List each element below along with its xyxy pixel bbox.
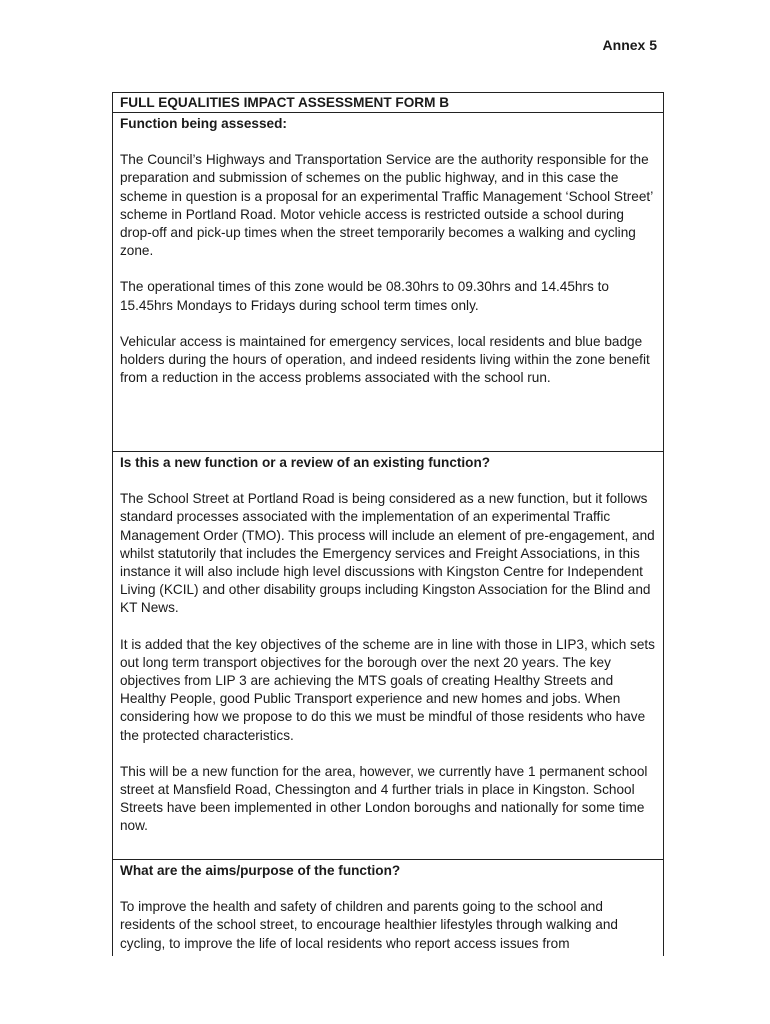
section-aims-purpose <box>113 860 663 956</box>
paragraph: This will be a new function for the area, however, we currently have 1 permanent school street at Mansfield Road, Chessington and 4 further trials in place in Kingston. School Streets have been implemented in other London boroughs and nationally for some time now. <box>120 763 648 834</box>
assessment-form <box>112 92 664 956</box>
paragraph: To improve the health and safety of children and parents going to the school and residents of the school street, to encourage healthier lifestyles through walking and cycling, to improve the life of local residents who report access issues from <box>120 899 618 951</box>
paragraph: Vehicular access is maintained for emergency services, local residents and blue badge holders during the hours of operation, and indeed residents living within the zone benefit from a reduction in the access problems associated with the school run. <box>120 333 650 386</box>
form-title: FULL EQUALITIES IMPACT ASSESSMENT FORM B <box>113 93 663 113</box>
section-function-assessed <box>113 113 663 452</box>
paragraph: The School Street at Portland Road is being considered as a new function, but it follows standard processes associated with the implementation of an experimental Traffic Management Order (TMO). This process will include an element of pre-engagement, and whilst statutorily that includes the Emergency services and Freight Associations, in this instance it will also include high level discussions with Kingston Centre for Independent Living (KCIL) and other disability groups including Kingston Association for the Blind and KT News. <box>120 491 655 616</box>
section-heading: Function being assessed: <box>120 116 287 131</box>
section-heading: What are the aims/purpose of the function? <box>120 863 401 878</box>
paragraph: It is added that the key objectives of the scheme are in line with those in LIP3, which sets out long term transport objectives for the borough over the next 20 years. The key objectives from LIP 3 are achieving the MTS goals of creating Healthy Streets and Healthy People, good Public Transport experience and new homes and jobs. When considering how we propose to do this we must be mindful of those residents who have the protected characteristics. <box>120 636 655 743</box>
annex-label: Annex 5 <box>602 37 657 53</box>
paragraph: The Council’s Highways and Transportation Service are the authority responsible for the preparation and submission of schemes on the public highway, and in this case the scheme in question is a proposal for an experimental Traffic Management ‘School Street’ scheme in Portland Road. Motor vehicle access is restricted outside a school during drop-off and pick-up times when the street temporarily becomes a walking and cycling zone. <box>120 152 653 259</box>
section-heading: Is this a new function or a review of an existing function? <box>120 455 491 470</box>
section-new-or-review <box>113 452 663 860</box>
paragraph: The operational times of this zone would be 08.30hrs to 09.30hrs and 14.45hrs to 15.45hrs Mondays to Fridays during school term times only. <box>120 279 609 313</box>
